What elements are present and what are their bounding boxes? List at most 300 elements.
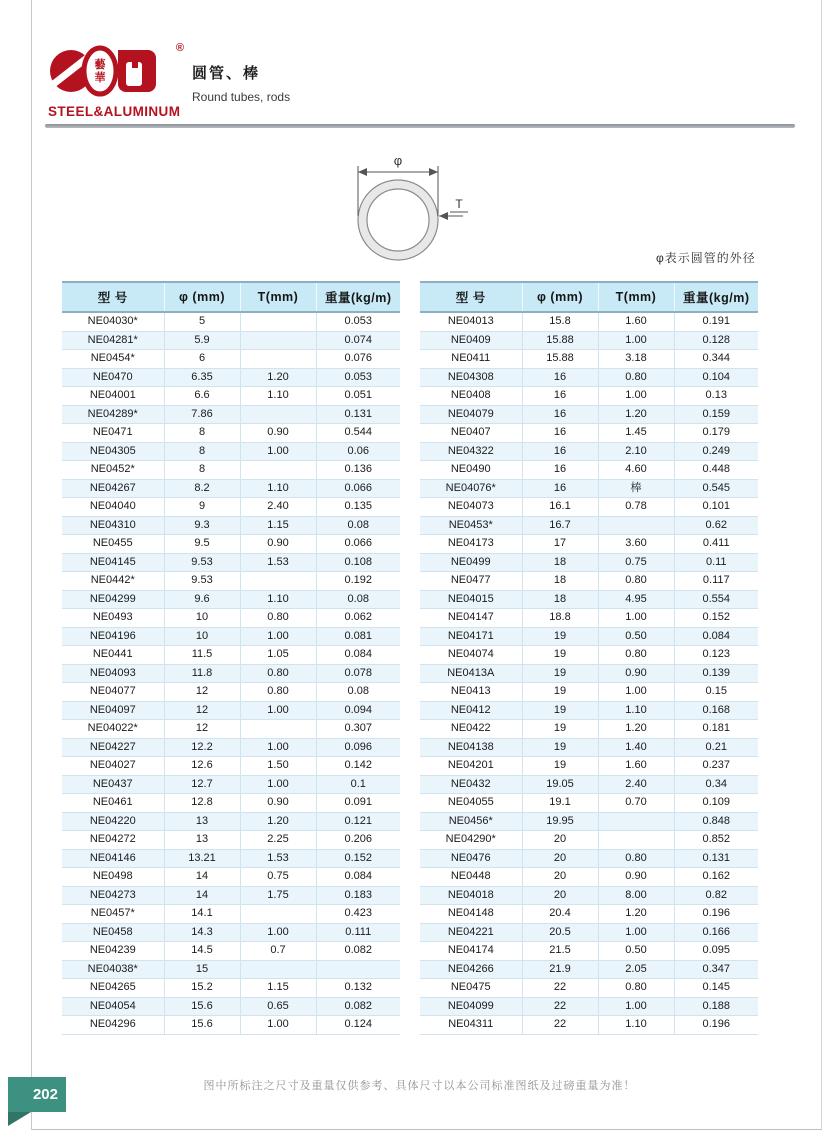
table-cell: NE0407 xyxy=(420,424,522,443)
table-row xyxy=(62,516,400,535)
table-cell: 1.20 xyxy=(598,905,674,924)
table-row xyxy=(420,516,758,535)
table-cell xyxy=(598,812,674,831)
table-cell xyxy=(240,572,316,591)
table-row xyxy=(62,461,400,480)
table-row xyxy=(62,442,400,461)
table-cell: 16 xyxy=(522,368,598,387)
table-cell: 9.53 xyxy=(164,553,240,572)
table-cell: 0.066 xyxy=(316,535,400,554)
table-cell: 0.21 xyxy=(674,738,758,757)
table-cell: NE04145 xyxy=(62,553,164,572)
table-cell: NE04054 xyxy=(62,997,164,1016)
table-cell: 0.145 xyxy=(674,979,758,998)
table-cell: 0.074 xyxy=(316,331,400,350)
table-cell: 16 xyxy=(522,442,598,461)
col-header-thickness: T(mm) xyxy=(598,282,674,312)
table-cell: 1.20 xyxy=(598,720,674,739)
table-cell: 0.084 xyxy=(316,646,400,665)
table-cell: 0.90 xyxy=(240,794,316,813)
table-cell: NE04097 xyxy=(62,701,164,720)
table-cell: 0.62 xyxy=(674,516,758,535)
table-cell: NE04027 xyxy=(62,757,164,776)
table-cell xyxy=(598,831,674,850)
table-cell: 0.196 xyxy=(674,1016,758,1035)
brand-name: STEEL&ALUMINUM xyxy=(48,104,181,119)
table-cell: 0.179 xyxy=(674,424,758,443)
table-cell: NE04267 xyxy=(62,479,164,498)
table-row xyxy=(62,849,400,868)
page-title-cn: 圆管、棒 xyxy=(192,65,261,82)
table-cell xyxy=(240,960,316,979)
table-row xyxy=(62,905,400,924)
table-cell: 0.90 xyxy=(240,535,316,554)
table-cell: 22 xyxy=(522,979,598,998)
table-row xyxy=(62,738,400,757)
table-cell: 0.192 xyxy=(316,572,400,591)
table-cell: 1.10 xyxy=(240,479,316,498)
table-cell: NE0498 xyxy=(62,868,164,887)
table-cell: 0.053 xyxy=(316,312,400,331)
table-cell: 1.00 xyxy=(598,683,674,702)
table-row xyxy=(420,738,758,757)
table-cell: NE04022* xyxy=(62,720,164,739)
table-cell: 0.237 xyxy=(674,757,758,776)
table-cell: 0.101 xyxy=(674,498,758,517)
table-cell: 19 xyxy=(522,701,598,720)
table-cell: 19 xyxy=(522,683,598,702)
table-cell: 8.2 xyxy=(164,479,240,498)
table-row xyxy=(420,424,758,443)
table-cell: 8 xyxy=(164,442,240,461)
table-cell: 12.6 xyxy=(164,757,240,776)
table-cell: NE04146 xyxy=(62,849,164,868)
table-cell: 21.9 xyxy=(522,960,598,979)
table-cell: 0.90 xyxy=(598,868,674,887)
table-cell: 18 xyxy=(522,553,598,572)
col-header-model: 型 号 xyxy=(420,282,522,312)
table-cell: 0.70 xyxy=(598,794,674,813)
table-cell: 14.3 xyxy=(164,923,240,942)
table-cell: 14.1 xyxy=(164,905,240,924)
table-cell: 棒 xyxy=(598,479,674,498)
table-row xyxy=(62,1016,400,1035)
table-cell: NE04227 xyxy=(62,738,164,757)
table-cell: NE04221 xyxy=(420,923,522,942)
table-cell: 1.40 xyxy=(598,738,674,757)
table-cell: NE0412 xyxy=(420,701,522,720)
table-cell: 15.6 xyxy=(164,1016,240,1035)
table-cell: 0.90 xyxy=(240,424,316,443)
table-cell: 0.80 xyxy=(240,683,316,702)
table-cell: NE0454* xyxy=(62,350,164,369)
table-cell xyxy=(240,905,316,924)
table-cell: 1.10 xyxy=(240,590,316,609)
table-cell: 0.136 xyxy=(316,461,400,480)
table-cell: 9.5 xyxy=(164,535,240,554)
table-cell: NE0475 xyxy=(420,979,522,998)
header-divider xyxy=(45,124,795,128)
table-cell: 1.20 xyxy=(598,405,674,424)
table-row xyxy=(62,331,400,350)
table-cell: 0.848 xyxy=(674,812,758,831)
table-cell: 0.06 xyxy=(316,442,400,461)
table-cell: 19.05 xyxy=(522,775,598,794)
table-cell: 5.9 xyxy=(164,331,240,350)
table-cell: 0.78 xyxy=(598,498,674,517)
table-row xyxy=(62,498,400,517)
table-cell: 0.108 xyxy=(316,553,400,572)
table-cell: 12 xyxy=(164,701,240,720)
table-cell: 0.183 xyxy=(316,886,400,905)
table-cell: 0.206 xyxy=(316,831,400,850)
table-cell: 15.88 xyxy=(522,350,598,369)
page-tab-fold xyxy=(8,1112,31,1126)
brand-emblem-icon xyxy=(48,42,170,102)
table-row xyxy=(62,535,400,554)
table-cell: NE04265 xyxy=(62,979,164,998)
table-cell: 0.80 xyxy=(240,609,316,628)
table-cell: 0.188 xyxy=(674,997,758,1016)
table-cell: 0.08 xyxy=(316,683,400,702)
table-cell: 19 xyxy=(522,664,598,683)
table-cell: 8.00 xyxy=(598,886,674,905)
table-cell: 9.3 xyxy=(164,516,240,535)
table-cell xyxy=(240,405,316,424)
table-row xyxy=(420,590,758,609)
table-cell: 0.75 xyxy=(598,553,674,572)
table-cell: NE0493 xyxy=(62,609,164,628)
table-cell: NE04030* xyxy=(87,315,138,327)
table-cell: 6.35 xyxy=(164,368,240,387)
table-cell: 0.75 xyxy=(240,868,316,887)
table-cell: 0.545 xyxy=(674,479,758,498)
table-cell: NE04073 xyxy=(420,498,522,517)
table-cell: 1.00 xyxy=(240,627,316,646)
table-cell: 0.123 xyxy=(674,646,758,665)
table-cell: 0.65 xyxy=(240,997,316,1016)
table-row xyxy=(420,701,758,720)
table-cell: 8 xyxy=(164,461,240,480)
emblem-char-top: 藝 xyxy=(94,59,106,71)
table-cell: NE04310 xyxy=(62,516,164,535)
table-cell: 1.45 xyxy=(598,424,674,443)
table-cell: 19 xyxy=(522,627,598,646)
table-cell: 18.8 xyxy=(522,609,598,628)
table-cell: NE04079 xyxy=(420,405,522,424)
table-cell: NE0476 xyxy=(420,849,522,868)
table-cell: NE04093 xyxy=(62,664,164,683)
table-cell: NE0432 xyxy=(420,775,522,794)
table-row xyxy=(420,609,758,628)
table-cell: 2.05 xyxy=(598,960,674,979)
table-cell: NE04305 xyxy=(62,442,164,461)
table-cell: 1.00 xyxy=(598,997,674,1016)
table-cell: 12.2 xyxy=(164,738,240,757)
diagram-t-label: T xyxy=(455,197,463,211)
table-cell: 15.88 xyxy=(522,331,598,350)
table-cell: 0.152 xyxy=(316,849,400,868)
table-cell: 22 xyxy=(522,997,598,1016)
table-cell: 0.096 xyxy=(316,738,400,757)
table-cell: 13 xyxy=(164,812,240,831)
table-row xyxy=(62,942,400,961)
table-cell: 17 xyxy=(522,535,598,554)
table-cell: 20.4 xyxy=(522,905,598,924)
table-cell: 1.05 xyxy=(240,646,316,665)
table-cell: 1.20 xyxy=(240,368,316,387)
table-cell: 13.21 xyxy=(164,849,240,868)
table-cell: 0.152 xyxy=(674,609,758,628)
table-cell: 0.121 xyxy=(316,812,400,831)
table-cell: 16.7 xyxy=(522,516,598,535)
table-cell: 16 xyxy=(522,387,598,406)
table-row xyxy=(420,942,758,961)
table-row xyxy=(62,553,400,572)
table-cell: NE04173 xyxy=(420,535,522,554)
table-cell: 6.6 xyxy=(164,387,240,406)
table-cell: 0.7 xyxy=(240,942,316,961)
table-cell: 0.082 xyxy=(316,942,400,961)
table-cell: NE04138 xyxy=(420,738,522,757)
table-row xyxy=(62,350,400,369)
table-cell: NE04272 xyxy=(62,831,164,850)
table-cell: 0.80 xyxy=(598,849,674,868)
table-cell: 1.75 xyxy=(240,886,316,905)
table-row xyxy=(62,572,400,591)
table-cell: NE0409 xyxy=(420,331,522,350)
table-cell: 0.423 xyxy=(316,905,400,924)
table-row xyxy=(420,720,758,739)
table-cell: NE04013 xyxy=(447,315,494,327)
table-cell: NE0448 xyxy=(420,868,522,887)
table-row xyxy=(62,720,400,739)
table-cell: NE04099 xyxy=(420,997,522,1016)
table-cell: 1.00 xyxy=(240,775,316,794)
table-cell: 4.95 xyxy=(598,590,674,609)
tube-cross-section-diagram xyxy=(308,152,518,282)
table-cell: NE0490 xyxy=(420,461,522,480)
table-row xyxy=(420,498,758,517)
table-cell: 0.307 xyxy=(316,720,400,739)
table-cell: 20.5 xyxy=(522,923,598,942)
table-cell: NE04171 xyxy=(420,627,522,646)
table-row xyxy=(420,812,758,831)
table-row xyxy=(420,794,758,813)
col-header-weight: 重量(kg/m) xyxy=(316,282,400,312)
table-row xyxy=(62,960,400,979)
table-row xyxy=(420,442,758,461)
table-cell: 11.5 xyxy=(164,646,240,665)
table-cell: 20 xyxy=(522,868,598,887)
table-cell: 0.347 xyxy=(674,960,758,979)
table-cell: 1.50 xyxy=(240,757,316,776)
table-cell: 0.554 xyxy=(674,590,758,609)
table-cell: 0.091 xyxy=(316,794,400,813)
table-cell: NE04055 xyxy=(420,794,522,813)
table-cell: 9 xyxy=(164,498,240,517)
table-cell: 14 xyxy=(164,868,240,887)
col-header-model: 型 号 xyxy=(62,282,164,312)
table-cell: 0.80 xyxy=(598,572,674,591)
table-cell xyxy=(240,720,316,739)
table-cell: 0.076 xyxy=(316,350,400,369)
table-cell: NE04299 xyxy=(62,590,164,609)
table-cell: 0.081 xyxy=(316,627,400,646)
table-cell: 5 xyxy=(164,312,240,331)
table-cell: NE04077 xyxy=(62,683,164,702)
table-row xyxy=(420,979,758,998)
table-row xyxy=(62,664,400,683)
table-cell: 0.34 xyxy=(674,775,758,794)
table-cell: 18 xyxy=(522,590,598,609)
table-cell: 4.60 xyxy=(598,461,674,480)
table-cell: 12.7 xyxy=(164,775,240,794)
table-cell xyxy=(240,461,316,480)
table-cell: 0.082 xyxy=(316,997,400,1016)
table-cell: 0.852 xyxy=(674,831,758,850)
table-row xyxy=(420,627,758,646)
table-row xyxy=(420,312,758,331)
table-cell: 18 xyxy=(522,572,598,591)
table-cell: 0.051 xyxy=(316,387,400,406)
diagram-note: φ表示圆管的外径 xyxy=(656,251,756,265)
table-cell: NE04296 xyxy=(62,1016,164,1035)
table-cell: 0.142 xyxy=(316,757,400,776)
table-row xyxy=(420,905,758,924)
table-row xyxy=(62,979,400,998)
table-row xyxy=(420,368,758,387)
table-cell: 0.135 xyxy=(316,498,400,517)
table-cell xyxy=(240,350,316,369)
table-cell: 16 xyxy=(522,424,598,443)
table-cell: NE0413 xyxy=(420,683,522,702)
table-row xyxy=(62,405,400,424)
table-cell: NE0458 xyxy=(62,923,164,942)
table-cell: 0.90 xyxy=(598,664,674,683)
table-cell: 0.111 xyxy=(316,923,400,942)
table-cell: 12 xyxy=(164,683,240,702)
table-cell xyxy=(240,331,316,350)
table-cell: NE04201 xyxy=(420,757,522,776)
table-cell: 0.80 xyxy=(598,979,674,998)
table-cell: 2.40 xyxy=(240,498,316,517)
table-row xyxy=(62,775,400,794)
table-row xyxy=(420,572,758,591)
table-cell: 0.053 xyxy=(316,368,400,387)
table-cell: 0.1 xyxy=(316,775,400,794)
spec-table-right xyxy=(420,281,758,1035)
table-cell: NE0457* xyxy=(62,905,164,924)
table-cell: NE04289* xyxy=(62,405,164,424)
table-cell: NE04074 xyxy=(420,646,522,665)
table-cell: 1.00 xyxy=(240,1016,316,1035)
table-cell: NE04290* xyxy=(420,831,522,850)
table-cell: NE0422 xyxy=(420,720,522,739)
brand-logo xyxy=(48,42,184,119)
table-cell: NE04273 xyxy=(62,886,164,905)
table-row xyxy=(420,923,758,942)
table-row xyxy=(420,331,758,350)
table-cell: 12.8 xyxy=(164,794,240,813)
table-cell: 16 xyxy=(522,461,598,480)
table-cell: 9.53 xyxy=(164,572,240,591)
table-cell xyxy=(316,960,400,979)
table-row xyxy=(62,312,400,331)
table-cell: NE04311 xyxy=(420,1016,522,1035)
table-cell: 1.00 xyxy=(240,738,316,757)
table-cell: 0.249 xyxy=(674,442,758,461)
table-cell: 15.6 xyxy=(164,997,240,1016)
table-cell: NE0441 xyxy=(62,646,164,665)
table-cell: 19 xyxy=(522,738,598,757)
table-cell: NE0461 xyxy=(62,794,164,813)
table-cell: 3.18 xyxy=(598,350,674,369)
table-row xyxy=(62,424,400,443)
table-cell: 15.2 xyxy=(164,979,240,998)
table-cell: NE0456* xyxy=(420,812,522,831)
table-row xyxy=(62,387,400,406)
table-cell: 0.159 xyxy=(674,405,758,424)
table-cell: 0.50 xyxy=(598,942,674,961)
table-cell xyxy=(240,312,316,331)
table-cell: NE0453* xyxy=(420,516,522,535)
table-cell: 0.448 xyxy=(674,461,758,480)
table-row xyxy=(62,812,400,831)
table-cell: NE04308 xyxy=(420,368,522,387)
table-cell xyxy=(598,516,674,535)
table-cell: 12 xyxy=(164,720,240,739)
table-cell: 0.131 xyxy=(316,405,400,424)
table-cell: NE04220 xyxy=(62,812,164,831)
emblem-char-bottom: 華 xyxy=(94,72,106,84)
table-cell: 16 xyxy=(522,479,598,498)
table-cell: 1.53 xyxy=(240,849,316,868)
table-row xyxy=(420,646,758,665)
table-row xyxy=(62,997,400,1016)
table-row xyxy=(420,535,758,554)
table-row xyxy=(420,664,758,683)
table-cell: 0.168 xyxy=(674,701,758,720)
table-cell: 1.00 xyxy=(598,387,674,406)
table-cell: 0.078 xyxy=(316,664,400,683)
table-row xyxy=(62,831,400,850)
table-cell: NE04018 xyxy=(420,886,522,905)
table-cell: NE0442* xyxy=(62,572,164,591)
table-cell: 0.50 xyxy=(598,627,674,646)
table-cell: 0.80 xyxy=(598,368,674,387)
table-row xyxy=(420,461,758,480)
table-row xyxy=(62,590,400,609)
table-cell: 0.095 xyxy=(674,942,758,961)
col-header-weight: 重量(kg/m) xyxy=(674,282,758,312)
table-cell: 14 xyxy=(164,886,240,905)
diagram-phi-label: φ xyxy=(393,153,403,168)
table-cell: 0.191 xyxy=(674,312,758,331)
table-cell: 19.1 xyxy=(522,794,598,813)
table-row xyxy=(62,683,400,702)
table-cell: NE04239 xyxy=(62,942,164,961)
page-title-en: Round tubes, rods xyxy=(192,90,291,104)
table-cell: 1.00 xyxy=(240,923,316,942)
table-row xyxy=(420,831,758,850)
table-cell: 0.196 xyxy=(674,905,758,924)
table-cell: 1.53 xyxy=(240,553,316,572)
table-cell: 0.166 xyxy=(674,923,758,942)
table-cell: 0.08 xyxy=(316,516,400,535)
table-row xyxy=(62,794,400,813)
table-cell: NE0470 xyxy=(62,368,164,387)
